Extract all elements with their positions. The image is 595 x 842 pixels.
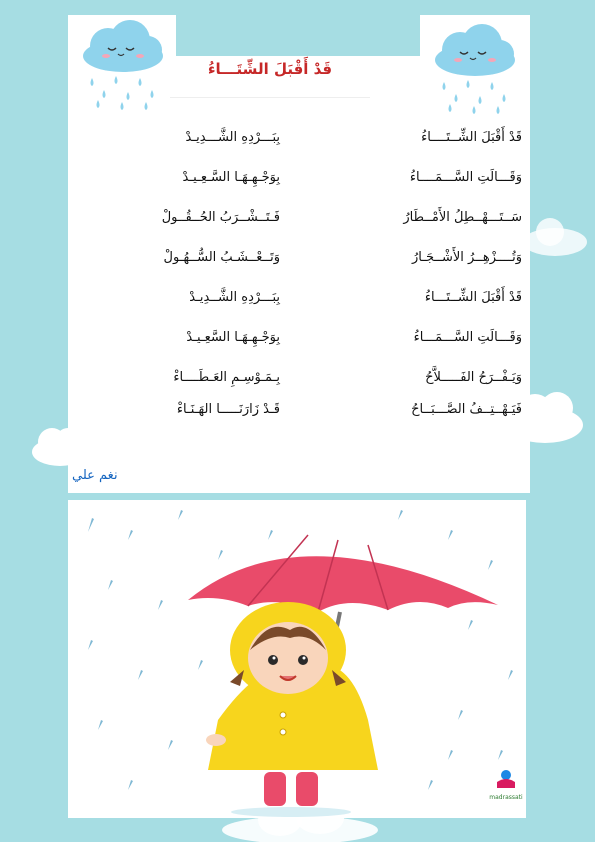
- verse-second-half: بِـمَـوْسِـمِ العَـطَــــاءْ: [173, 370, 280, 385]
- illustration-panel: [68, 500, 526, 818]
- poem-verse: [80, 170, 530, 210]
- verse-second-half: وَتَــعْــشَـبُ السُّــهُـولْ: [163, 250, 280, 265]
- poem-verse: [80, 370, 530, 402]
- poem-verse: [80, 290, 530, 330]
- title-banner: [176, 14, 420, 56]
- verse-first-half: وَقَـــالَتِ السَّـــمَـــاءُ: [413, 330, 522, 345]
- logo-text: madrassati: [489, 794, 523, 801]
- madrassati-logo-icon: [495, 768, 517, 790]
- rain-cloud-icon: [430, 22, 520, 114]
- verse-first-half: قَدْ أَقْبَلَ الشِّــتَــــاءُ: [421, 130, 522, 145]
- verse-first-half: وَيَـفْــرَحُ الفَـــــلاَّحُ: [425, 370, 522, 385]
- poem-verse: [80, 330, 530, 370]
- verse-first-half: وَتُــــزْهِــرُ الأَشْــجَـارُ: [411, 250, 522, 265]
- poem-verse: [80, 210, 530, 250]
- madrassati-logo: [488, 768, 524, 801]
- poem-body: [80, 130, 530, 442]
- verse-second-half: قَـدْ زَارَنَـــــا الهَـنَـاءْ: [176, 402, 280, 417]
- verse-second-half: بِوَجْـهِـهَـا السَّـعِـيـدْ: [182, 170, 280, 185]
- verse-first-half: سَــتَـــهْــطِلُ الأَمْــطَارُ: [403, 210, 522, 225]
- poem-verse: [80, 402, 530, 442]
- verse-second-half: بِبَـــرْدِهِ الشَّــدِيـدْ: [189, 290, 280, 305]
- verse-first-half: وَقَـــالَتِ السَّـــمَــــاءُ: [409, 170, 522, 185]
- title-divider: [170, 97, 370, 98]
- verse-second-half: بِبَـــرْدِهِ الشَّـــدِيـدْ: [185, 130, 280, 145]
- verse-first-half: فَيَـهْــتِــفُ الصَّـــبَــاحُ: [411, 402, 522, 417]
- poem-author: نغم علي: [72, 468, 118, 483]
- verse-second-half: بِوَجْـهِـهَـا السَّعِـيـدْ: [186, 330, 280, 345]
- poem-title: قَدْ أَقْبَلَ الشِّتَـــاءُ: [207, 60, 333, 78]
- poem-verse: [80, 130, 530, 170]
- verse-first-half: قَدْ أَقْبَلَ الشِّــتَـــاءُ: [424, 290, 522, 305]
- verse-second-half: فَـتَــشْــرَبُ الحُــقُــولْ: [161, 210, 280, 225]
- background-cloud-right-top: [520, 210, 590, 260]
- umbrella-girl-illustration: [68, 500, 526, 818]
- poem-verse: [80, 250, 530, 290]
